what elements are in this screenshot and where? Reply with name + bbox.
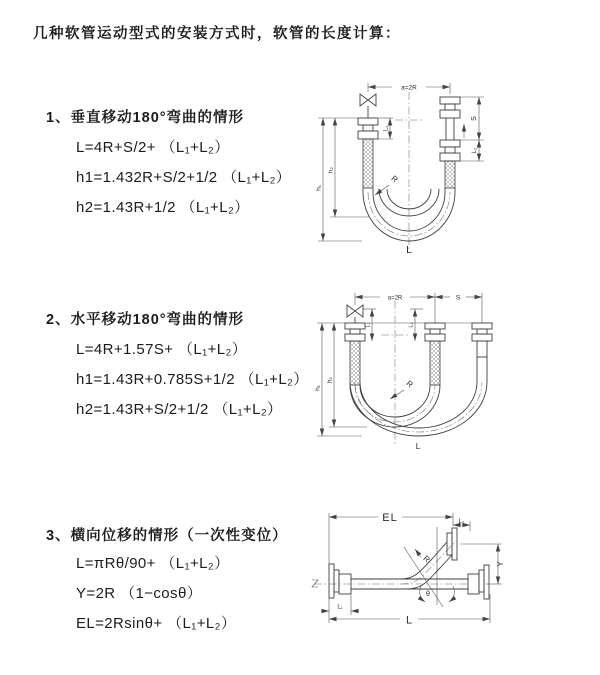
section-1-formula-l: L=4R+S/2+ （L₁+L₂） — [76, 139, 230, 156]
pipes-and-valve — [345, 305, 492, 385]
section-2-formula-h2: h2=1.43R+S/2+1/2 （L₁+L₂） — [76, 401, 283, 418]
section-1-formula-h2: h2=1.43R+1/2 （L₁+L₂） — [76, 199, 250, 216]
section-3-formula-el: EL=2Rsinθ+ （L₁+L₂） — [76, 615, 237, 632]
diagram-vertical-180-bend — [312, 70, 527, 260]
section-2-heading: 2、水平移动180°弯曲的情形 — [46, 312, 245, 328]
page-title: 几种软管运动型式的安装方式时，软管的长度计算： — [33, 26, 401, 42]
dim-label-l2: L₂ — [408, 322, 415, 328]
dim-label-l2: L₂ — [458, 519, 465, 525]
dim-label-y: Y — [496, 561, 505, 567]
dim-label-r: R — [404, 378, 415, 390]
centerline-mark — [312, 580, 318, 587]
hose-u-bend-arcs — [350, 382, 487, 436]
dim-label-theta: θ — [426, 591, 430, 598]
left-pipe-and-valve — [358, 94, 378, 188]
dim-label-l-total: L — [406, 244, 412, 256]
section-3-formula-l: L=πRθ/90+ （L₁+L₂） — [76, 555, 230, 572]
section-1-formula-h1: h1=1.432R+S/2+1/2 （L₁+L₂） — [76, 169, 292, 186]
right-pipe-two-positions — [440, 97, 460, 188]
diagram-3-labels — [337, 512, 505, 627]
pipe-ends — [312, 528, 489, 599]
dim-label-l1: L₁ — [365, 322, 372, 328]
dim-label-h2: h₂ — [327, 166, 335, 174]
dim-label-s: S — [471, 116, 478, 121]
dim-label-r: R — [389, 173, 400, 185]
dim-label-l1: L₁ — [383, 125, 390, 132]
section-2-formula-h1: h1=1.43R+0.785S+1/2 （L₁+L₂） — [76, 371, 309, 388]
dim-label-l1: L₁ — [337, 604, 343, 611]
dim-label-h1: h₁ — [315, 185, 323, 191]
centerlines — [395, 92, 423, 251]
dim-label-l-total: L — [415, 442, 421, 451]
centerlines — [381, 301, 409, 445]
section-1-heading: 1、垂直移动180°弯曲的情形 — [46, 110, 245, 126]
dim-label-r: R — [421, 553, 432, 565]
diagram-horizontal-180-bend — [310, 283, 532, 458]
dim-label-h2: h₂ — [326, 376, 334, 384]
dim-label-a2r: a=2R — [387, 295, 403, 302]
dim-label-a2r: a=2R — [401, 84, 417, 92]
hose-s-curve — [400, 542, 452, 589]
dim-label-h1: h₁ — [314, 385, 322, 391]
dimension-lines — [321, 513, 502, 623]
section-3-formula-y: Y=2R （1−cosθ） — [76, 585, 203, 602]
section-3-heading: 3、横向位移的情形（一次性变位） — [46, 528, 288, 544]
dimension-lines — [315, 83, 484, 241]
section-2-formula-l: L=4R+1.57S+ （L₁+L₂） — [76, 341, 248, 358]
dim-label-l2: L₂ — [472, 147, 478, 154]
dim-label-l-total: L — [405, 614, 413, 627]
dim-label-s: S — [455, 294, 461, 302]
dim-label-el: EL — [382, 512, 398, 524]
diagram-lateral-displacement — [300, 497, 600, 659]
